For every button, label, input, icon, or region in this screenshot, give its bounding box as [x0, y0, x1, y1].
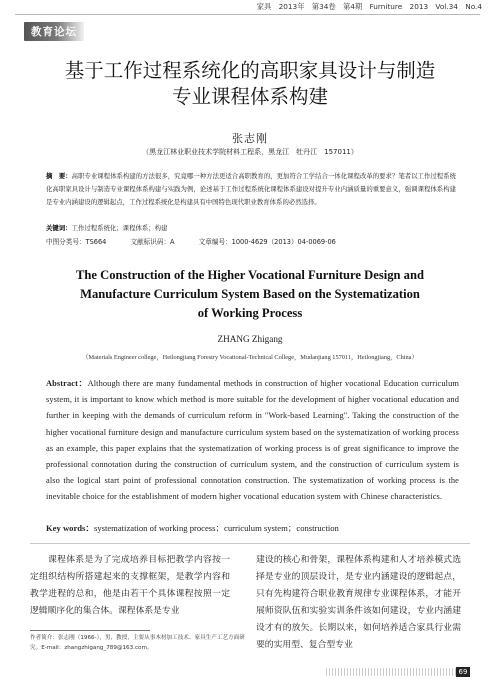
- affiliation-en: （Materials Engineer college，Heilongjiang Forestry Vocational-Technical College，Mudanjiang 157011，Heilongjiang，China）: [82, 354, 418, 361]
- title-en-line2: Manufacture Curriculum System Based on the Systematization: [80, 287, 420, 301]
- author-cn: 张志刚: [232, 132, 268, 145]
- title-en-line3: of Working Process: [197, 306, 303, 320]
- document-code: 文献标识码：A: [130, 238, 175, 246]
- classification-row: [46, 236, 466, 246]
- keywords-en-label: Key words：: [46, 523, 94, 533]
- page-number: 69: [456, 667, 470, 677]
- abstract-cn-text: 高职专业课程体系构建的方法很多，究竟哪一种方法更适合高职教育的，更加符合工学结合一体化课程改革的要求？笔者以工作过程系统化高职家具设计与制造专业课程体系构建与实践为例，论述基于工作过程系统化课程体系建设对提升专业内涵质量的重要意义，强调课程体系构建是专业内涵建设的逻辑起点，工作过程系统化是构建具有中国特色现代职业教育体系的必然选择。: [46, 172, 457, 206]
- footnote-rule: [30, 630, 150, 631]
- journal-header: 家具 2013年 第34卷 第4期 Furniture 2013 Vol.34 No.4: [256, 2, 482, 11]
- article-number: 文章编号：1000-4629（2013）04-0069-06: [198, 238, 336, 246]
- abstract-en: [46, 376, 459, 506]
- abstract-cn: [46, 170, 456, 209]
- body-text-right: 建设的核心和骨架，课程体系构建和人才培养模式选择是专业的顶层设计，是专业内涵建设的逻辑起点，只有先构建符合职业教育规律专业课程体系，才能开展师资队伍和实验实训条件该如何建设，专业内涵建设才有的放矢。长期以来，如何培养适合家具行业需要的实用型、复合型专业: [256, 555, 461, 650]
- keywords-cn: [46, 222, 456, 235]
- section-divider: [30, 543, 470, 544]
- clc-number: 中图分类号：TS664: [46, 238, 107, 246]
- title-cn-line2: 专业课程体系构建: [171, 85, 328, 108]
- keywords-en: [46, 522, 466, 534]
- abstract-cn-label: 摘 要：: [46, 172, 72, 180]
- author-en: ZHANG Zhigang: [217, 334, 283, 344]
- author-footnote: 作者简介：张志刚（1966-），男，教授，主要从事木材加工技术、家具生产工艺方面研究。E-mail：zhangzhigang_789@163.com。: [30, 635, 245, 651]
- title-cn-line1: 基于工作过程系统化的高职家具设计与制造: [64, 59, 436, 82]
- keywords-cn-text: 工作过程系统化；课程体系；构建: [71, 224, 168, 232]
- title-en-line1: The Construction of the Higher Vocational Furniture Design and: [76, 268, 424, 282]
- body-text-left: 课程体系是为了完成培养目标把教学内容按一定组织结构所搭建起来的支撑框架，是教学内容和教学进程的总和，他是由若干个具体课程按照一定逻辑顺序化的集合体。课程体系是专业: [30, 555, 230, 616]
- header-rule: [15, 14, 480, 15]
- abstract-en-label: Abstract：: [46, 379, 88, 388]
- abstract-en-text: Although there are many fundamental methods in construction of higher vocational Education curriculum system, it is important to know which method is more suitable for the development of higher vocational education and further in keeping with the demands of curriculum reform in "Work-based Learning". Taking the construction of the higher vocational furniture design and manufacture curriculum system based on the systematization of working process as an example, this paper explains that the systematization of working process is of great significance to improve the professional connotation during the construction of curriculum system, and the construction of curriculum system is also the logical start point of professional connotation construction. The systematization of working process is the inevitable choice for the establishment of modern higher vocational education system with Chinese characteristics.: [46, 379, 459, 502]
- section-tag: 教育论坛: [24, 22, 84, 41]
- affiliation-cn: （黑龙江林业职业技术学院材料工程系，黑龙江 牡丹江 157011）: [142, 148, 358, 156]
- page-stripe: [326, 668, 456, 676]
- keywords-en-text: systematization of working process；curriculum system；construction: [93, 523, 339, 533]
- keywords-cn-label: 关键词：: [46, 224, 72, 232]
